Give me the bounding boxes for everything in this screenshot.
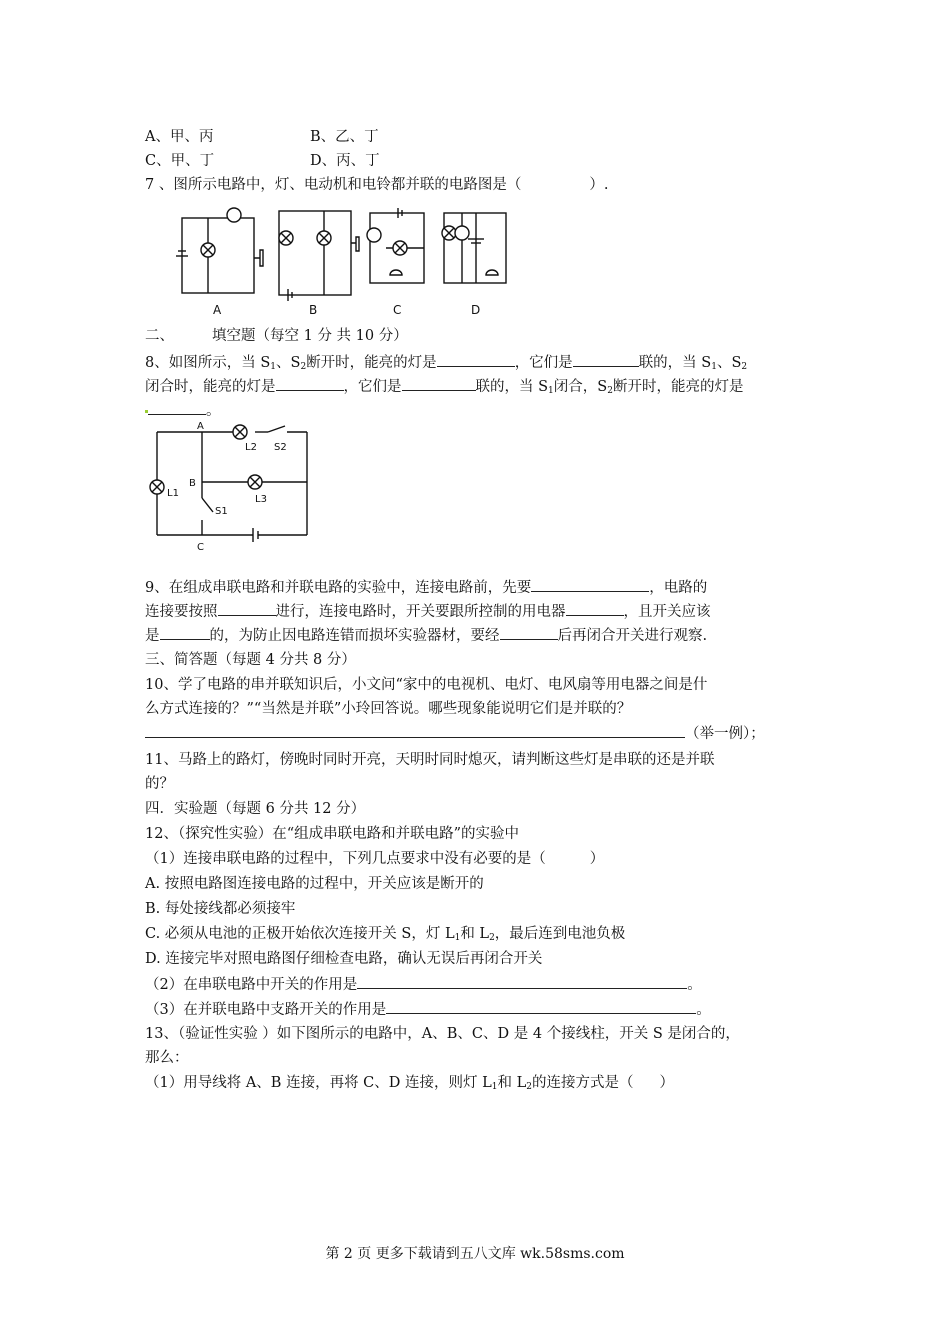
q7-circuit-diagrams: [176, 203, 516, 315]
q8-text: 联的，当 S: [475, 379, 549, 395]
q7-label-d: D: [471, 303, 481, 315]
q8-text: 断开时，能亮的灯是: [612, 379, 744, 395]
q9-line-3: [145, 625, 707, 646]
q8-fig-l1: L1: [167, 488, 179, 499]
q8-sub: 2: [741, 362, 748, 372]
q10-line-2: 么方式连接的？”“当然是并联”小玲回答说。哪些现象能说明它们是并联的？: [145, 701, 632, 717]
q9-line-2: [145, 601, 711, 622]
q8-fig-s2: S2: [274, 442, 287, 453]
q8-text: 。: [206, 403, 221, 419]
q12-title: 12、（探究性实验）在“组成串联电路和并联电路”的实验中: [145, 826, 520, 842]
q9-line-1: [145, 577, 707, 598]
q7-text-end: ）.: [589, 177, 609, 193]
q8-sub: 1: [711, 362, 717, 372]
q13-text: 和 L: [497, 1075, 527, 1091]
q6-option-d: D、丙、丁: [310, 153, 380, 169]
q12-text: C. 必须从电池的正极开始依次连接开关 S，灯 L: [145, 926, 455, 942]
q8-blank-3[interactable]: [276, 376, 344, 391]
q9-text: 连接要按照: [145, 604, 218, 620]
q8-sub: 1: [548, 386, 554, 396]
q9-text: 的，为防止因电路连错而损坏实验器材，要经: [209, 628, 500, 644]
q8-sub: 1: [270, 362, 277, 372]
q8-line-2: [145, 376, 743, 401]
q9-blank-5[interactable]: [500, 625, 558, 640]
q10-line-1: 10、学了电路的串并联知识后，小文问“家中的电视机、电灯、电风扇等用电器之间是什: [145, 677, 708, 693]
q12-text: ）: [589, 851, 605, 867]
page-footer: 第 2 页 更多下载请到五八文库 wk.58sms.com: [325, 1246, 625, 1262]
q9-blank-4[interactable]: [160, 625, 210, 640]
q12-text: 和 L: [460, 926, 490, 942]
q12-text: （2）在串联电路中开关的作用是: [145, 977, 358, 993]
circuit-b: [279, 211, 359, 301]
q8-line-1: [145, 352, 747, 377]
q9-text: ，且开关应该: [623, 604, 711, 620]
q7-text: 7 、图所示电路中，灯、电动机和电铃都并联的电路图是（: [145, 177, 522, 193]
q13-text: ）: [659, 1075, 674, 1091]
q12-blank-3[interactable]: [386, 999, 696, 1014]
section-2-heading: [145, 326, 408, 346]
q9-text: 是: [145, 628, 160, 644]
q12-sub: 1: [454, 933, 461, 943]
q12-text: 。: [687, 977, 702, 993]
q13-line-2: 那么：: [145, 1050, 189, 1066]
q8-fig-l3: L3: [255, 494, 267, 505]
section-3-heading: 三、简答题（每题 4 分共 8 分）: [145, 652, 356, 668]
q8-text: 闭合，S: [553, 379, 608, 395]
q10-text: （举一例）；: [685, 726, 765, 742]
q7-label-c: C: [393, 303, 402, 315]
q13-text: （1）用导线将 A、B 连接，再将 C、D 连接，则灯 L: [145, 1075, 492, 1091]
q8-line-3: [145, 400, 221, 421]
q9-blank-1[interactable]: [531, 577, 649, 592]
circuit-c: [367, 208, 424, 283]
q13-line-3: [145, 1073, 674, 1097]
q13-text: 的连接方式是（: [531, 1075, 634, 1091]
q8-blank-1[interactable]: [437, 352, 515, 367]
q9-blank-2[interactable]: [218, 601, 276, 616]
q8-text: 联的，当 S: [638, 355, 712, 371]
q13-line-1: 13、（验证性实验 ）如下图所示的电路中，A、B、C、D 是 4 个接线柱，开关 S 是闭合的，: [145, 1026, 740, 1042]
q6-option-a: A、甲、丙: [145, 129, 214, 145]
q8-text: 断开时，能亮的灯是: [306, 355, 437, 371]
q8-fig-a: A: [197, 421, 204, 432]
q9-blank-3[interactable]: [566, 601, 624, 616]
q9-text: 9、在组成串联电路和并联电路的实验中，连接电路前，先要: [145, 580, 532, 596]
q10-answer-blank[interactable]: [145, 723, 685, 738]
q8-text: 闭合时，能亮的灯是: [145, 379, 276, 395]
q8-text: 、S: [716, 355, 742, 371]
q9-text: ，电路的: [649, 580, 708, 596]
q12-sub-3: [145, 999, 711, 1020]
section-2-number: 二、: [145, 328, 174, 344]
q9-text: 后再闭合开关进行观察.: [557, 628, 708, 644]
section-4-heading: 四．实验题（每题 6 分共 12 分）: [145, 801, 366, 817]
q8-text: 、S: [276, 355, 301, 371]
q13-sub: 2: [526, 1082, 532, 1092]
q7-label-b: B: [309, 303, 318, 315]
q12-text: 。: [696, 1002, 711, 1018]
q7-label-a: A: [213, 303, 222, 315]
q8-blank-5[interactable]: [148, 400, 206, 415]
q12-sub-1: [145, 849, 604, 869]
q11-line-1: 11、马路上的路灯，傍晚时同时开亮，天明时同时熄灭，请判断这些灯是串联的还是并联: [145, 752, 715, 768]
q8-text: ，它们是: [514, 355, 573, 371]
q8-text: 8、如图所示，当 S: [145, 355, 271, 371]
section-2-title: 填空题（每空 1 分 共 10 分）: [212, 328, 408, 344]
q12-blank-2[interactable]: [357, 974, 687, 989]
q12-option-a: A. 按照电路图连接电路的过程中，开关应该是断开的: [145, 876, 484, 892]
circuit-a: [176, 208, 263, 293]
q7-question: [145, 175, 608, 195]
q8-fig-l2: L2: [245, 442, 257, 453]
q9-text: 进行，连接电路时，开关要跟所控制的用电器: [275, 604, 566, 620]
q8-sub: 2: [300, 362, 307, 372]
q12-option-d: D. 连接完毕对照电路图仔细检查电路，确认无误后再闭合开关: [145, 951, 543, 967]
q6-option-row-2: [145, 151, 380, 171]
q8-sub: 2: [607, 386, 613, 396]
q8-circuit-diagram: [145, 420, 315, 555]
q6-option-b: B、乙、丁: [310, 129, 379, 145]
q8-text: ，它们是: [343, 379, 402, 395]
q13-sub: 1: [491, 1082, 498, 1092]
q12-text: （3）在并联电路中支路开关的作用是: [145, 1002, 387, 1018]
q12-sub: 2: [489, 933, 495, 943]
q6-option-row-1: [145, 127, 379, 147]
q12-option-c: [145, 924, 625, 948]
q8-fig-b: B: [189, 478, 196, 489]
q8-fig-s1: S1: [215, 506, 228, 517]
q8-blank-4[interactable]: [402, 376, 476, 391]
q8-fig-c: C: [197, 542, 204, 553]
circuit-d: [442, 213, 506, 283]
q12-sub-2: [145, 974, 702, 995]
q12-option-b: B. 每处接线都必须接牢: [145, 901, 296, 917]
q8-blank-2[interactable]: [573, 352, 639, 367]
q11-line-2: 的？: [145, 776, 174, 792]
q12-text: ，最后连到电池负极: [494, 926, 626, 942]
q10-line-3: [145, 723, 765, 744]
q12-text: （1）连接串联电路的过程中，下列几点要求中没有必要的是（: [145, 851, 546, 867]
q6-option-c: C、甲、丁: [145, 153, 215, 169]
